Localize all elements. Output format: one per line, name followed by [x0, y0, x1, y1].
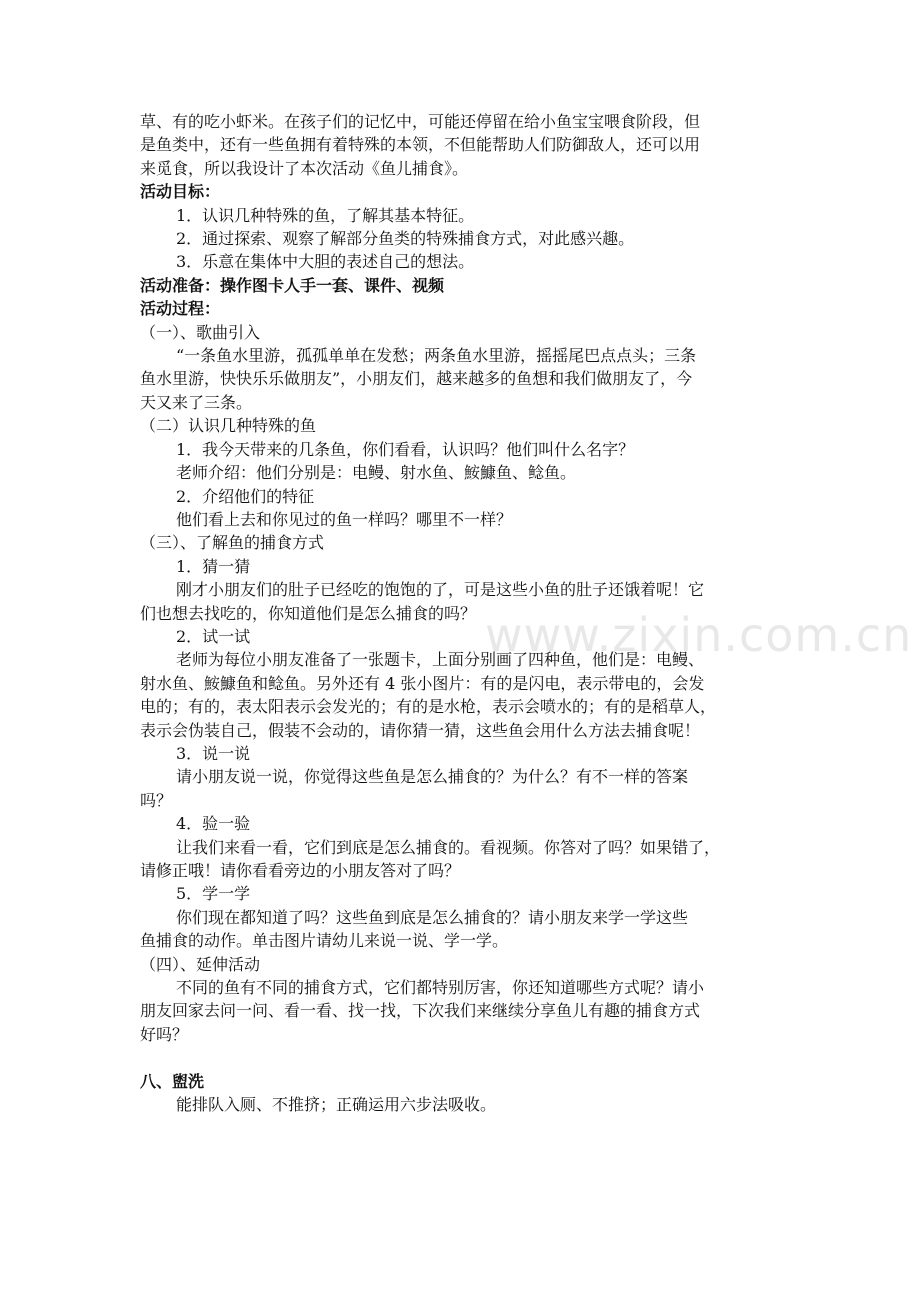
text-line: 2．通过探索、观察了解部分鱼类的特殊捕食方式，对此感兴趣。: [176, 229, 635, 249]
text-line: 请修正哦！请你看看旁边的小朋友答对了吗？: [140, 861, 461, 880]
text-line: 鱼水里游，快快乐乐做朋友”，小朋友们，越来越多的鱼想和我们做朋友了，今: [140, 369, 693, 389]
text-line: 能排队入厕、不推挤；正确运用六步法吸收。: [176, 1095, 497, 1115]
text-line: 1．猜一猜: [176, 556, 251, 576]
text-line: 不同的鱼有不同的捕食方式，它们都特别厉害，你还知道哪些方式呢？请小: [176, 978, 705, 998]
text-line: 2．试一试: [176, 626, 251, 646]
text-line: 鱼捕食的动作。单击图片请幼儿来说一说、学一学。: [140, 931, 509, 951]
text-line: 草、有的吃小虾米。在孩子们的记忆中，可能还停留在给小鱼宝宝喂食阶段，但: [140, 112, 701, 131]
text-line: 老师介绍：他们分别是：电鳗、射水鱼、鮟鱇鱼、鲶鱼。: [176, 463, 577, 483]
text-line: 他们看上去和你见过的鱼一样吗？哪里不一样？: [176, 509, 513, 529]
text-line: 是鱼类中，还有一些鱼拥有着特殊的本领，不但能帮助人们防御敌人，还可以用: [140, 135, 701, 155]
text-line: 电的；有的，表太阳表示会发光的；有的是水枪，表示会喷水的；有的是稻草人，: [140, 697, 717, 717]
text-line: （一）、歌曲引入: [140, 322, 261, 342]
text-line: 朋友回家去问一问、看一看、找一找，下次我们来继续分享鱼儿有趣的捕食方式: [140, 1001, 701, 1021]
text-line: 3．乐意在集体中大胆的表述自己的想法。: [176, 252, 475, 272]
text-line: 让我们来看一看，它们到底是怎么捕食的。看视频。你答对了吗？如果错了，: [176, 837, 721, 857]
blank-line: [140, 1046, 790, 1069]
text-line: （三）、了解鱼的捕食方式: [140, 533, 325, 553]
section-heading: 活动过程：: [140, 299, 221, 319]
text-line: “一条鱼水里游，孤孤单单在发愁；两条鱼水里游，摇摇尾巴点点头；三条: [176, 346, 697, 366]
text-line: 天又来了三条。: [140, 392, 253, 412]
text-line: 1．我今天带来的几条鱼，你们看看，认识吗？他们叫什么名字？: [176, 439, 635, 459]
text-line: 4．验一验: [176, 814, 251, 834]
document-body: [140, 110, 790, 1116]
text-line: 好吗？: [140, 1024, 189, 1044]
text-line: 们也想去找吃的，你知道他们是怎么捕食的吗？: [140, 603, 477, 623]
section-heading: 八、盥洗: [140, 1071, 205, 1091]
text-line: 请小朋友说一说，你觉得这些鱼是怎么捕食的？为什么？有不一样的答案: [176, 767, 689, 787]
text-line: 3．说一说: [176, 743, 251, 763]
section-heading: 活动准备：操作图卡人手一套、课件、视频: [140, 275, 445, 295]
text-line: 吗？: [140, 790, 173, 810]
text-line: 老师为每位小朋友准备了一张题卡，上面分别画了四种鱼，他们是：电鳗、: [176, 650, 705, 670]
text-line: 5．学一学: [176, 884, 251, 904]
text-line: 你们现在都知道了吗？这些鱼到底是怎么捕食的？请小朋友来学一学这些: [176, 907, 689, 927]
text-line: （四）、延伸活动: [140, 954, 261, 974]
text-line: 表示会伪装自己，假装不会动的，请你猜一猜，这些鱼会用什么方法去捕食呢！: [140, 720, 701, 740]
text-line: 刚才小朋友们的肚子已经吃的饱饱的了，可是这些小鱼的肚子还饿着呢！它: [176, 580, 705, 600]
text-line: 来觅食，所以我设计了本次活动《鱼儿捕食》。: [140, 158, 469, 178]
watermark-text: www.zixin.com.cn: [485, 608, 913, 662]
text-line: （二）认识几种特殊的鱼: [140, 416, 317, 436]
text-line: 射水鱼、鮟鱇鱼和鲶鱼。另外还有 4 张小图片：有的是闪电，表示带电的，会发: [140, 673, 705, 693]
text-line: 1．认识几种特殊的鱼，了解其基本特征。: [176, 205, 475, 225]
text-line: 2．介绍他们的特征: [176, 486, 315, 506]
section-heading: 活动目标：: [140, 182, 221, 202]
